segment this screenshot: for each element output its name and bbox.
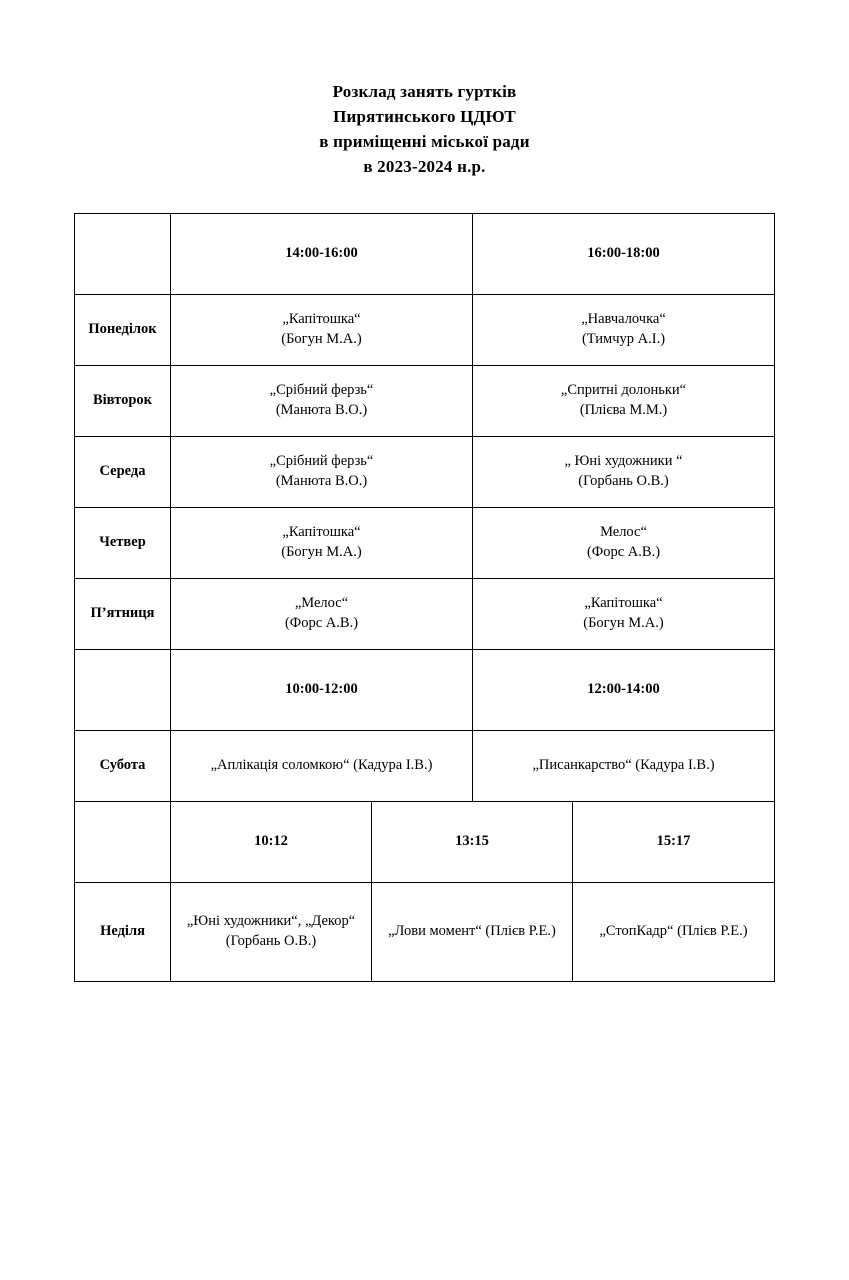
session-monday-slot1	[171, 294, 473, 365]
table-row	[75, 365, 775, 436]
session-sunday-slot2	[372, 882, 573, 981]
club-teacher: (Манюта В.О.)	[275, 472, 368, 489]
title-line-1: Розклад занять гуртків	[332, 82, 517, 101]
session-wednesday-slot1	[171, 436, 473, 507]
header-time-10-12: 10:00-12:00	[171, 649, 473, 730]
club-teacher: (Кадура І.В.)	[353, 757, 433, 774]
session-friday-slot2	[473, 578, 775, 649]
title-line-2: Пирятинського ЦДЮТ	[333, 106, 516, 126]
header-time-15-17-sunday: 15:17	[573, 801, 775, 882]
day-label-tuesday: Вівторок	[75, 365, 171, 436]
title-line-3: в приміщенні міської ради	[319, 131, 530, 151]
header-empty-cell	[75, 649, 171, 730]
club-name: „Капітошка“	[282, 311, 361, 328]
table-row-header-sunday	[75, 801, 775, 882]
session-thursday-slot2	[473, 507, 775, 578]
club-teacher: (Богун М.А.)	[281, 543, 362, 560]
club-name-secondary: „Декор“	[304, 913, 356, 930]
club-teacher: (Плієв Р.Е.)	[677, 923, 748, 940]
session-wednesday-slot2	[473, 436, 775, 507]
session-friday-slot1	[171, 578, 473, 649]
club-teacher: (Плієва М.М.)	[579, 401, 668, 418]
club-name: „Спритні долоньки“	[560, 382, 687, 399]
club-name: „Юні художники“,	[186, 913, 302, 930]
header-empty-cell	[75, 801, 171, 882]
session-tuesday-slot1	[171, 365, 473, 436]
club-name: „Срібний ферзь“	[269, 382, 374, 399]
day-label-sunday: Неділя	[75, 882, 171, 981]
table-row	[75, 294, 775, 365]
club-teacher: (Богун М.А.)	[583, 614, 664, 631]
session-saturday-slot1	[171, 730, 473, 801]
table-row	[75, 882, 775, 981]
club-name: „Писанкарство“	[532, 757, 632, 774]
club-name: „Аплікація соломкою“	[210, 757, 350, 774]
club-teacher: (Тимчур А.І.)	[581, 330, 666, 347]
schedule-table	[74, 213, 775, 802]
table-row	[75, 436, 775, 507]
club-name: „ Юні художники “	[564, 453, 683, 470]
club-teacher: (Плієв Р.Е.)	[485, 923, 556, 940]
document-title	[0, 80, 849, 180]
club-teacher: (Манюта В.О.)	[275, 401, 368, 418]
day-label-friday: П’ятниця	[75, 578, 171, 649]
table-row-header-weekday	[75, 213, 775, 294]
club-name: „Срібний ферзь“	[269, 453, 374, 470]
club-teacher: (Кадура І.В.)	[635, 757, 715, 774]
club-teacher: (Горбань О.В.)	[578, 472, 669, 489]
document-page	[0, 80, 849, 1280]
session-saturday-slot2	[473, 730, 775, 801]
club-teacher: (Горбань О.В.)	[225, 932, 317, 949]
day-label-thursday: Четвер	[75, 507, 171, 578]
club-name: Мелос“	[600, 524, 647, 541]
day-label-wednesday: Середа	[75, 436, 171, 507]
header-time-10-12-sunday: 10:12	[171, 801, 372, 882]
club-name: „Мелос“	[294, 595, 349, 612]
day-label-saturday: Субота	[75, 730, 171, 801]
session-monday-slot2	[473, 294, 775, 365]
club-name: „Лови момент“	[388, 923, 482, 940]
header-empty-cell	[75, 213, 171, 294]
club-name: „Навчалочка“	[581, 311, 666, 328]
club-name: „СтопКадр“	[599, 923, 674, 940]
club-teacher: (Богун М.А.)	[281, 330, 362, 347]
session-sunday-slot3	[573, 882, 775, 981]
club-name: „Капітошка“	[282, 524, 361, 541]
club-teacher: (Форс А.В.)	[586, 543, 661, 560]
session-thursday-slot1	[171, 507, 473, 578]
header-time-13-15-sunday: 13:15	[372, 801, 573, 882]
table-row	[75, 730, 775, 801]
table-row-header-saturday	[75, 649, 775, 730]
header-time-16-18: 16:00-18:00	[473, 213, 775, 294]
session-sunday-slot1	[171, 882, 372, 981]
club-teacher: (Форс А.В.)	[284, 614, 359, 631]
session-tuesday-slot2	[473, 365, 775, 436]
header-time-12-14: 12:00-14:00	[473, 649, 775, 730]
schedule-table-sunday	[74, 801, 775, 982]
club-name: „Капітошка“	[584, 595, 663, 612]
table-row	[75, 507, 775, 578]
header-time-14-16: 14:00-16:00	[171, 213, 473, 294]
day-label-monday: Понеділок	[75, 294, 171, 365]
title-line-4: в 2023-2024 н.р.	[363, 156, 486, 176]
table-row	[75, 578, 775, 649]
